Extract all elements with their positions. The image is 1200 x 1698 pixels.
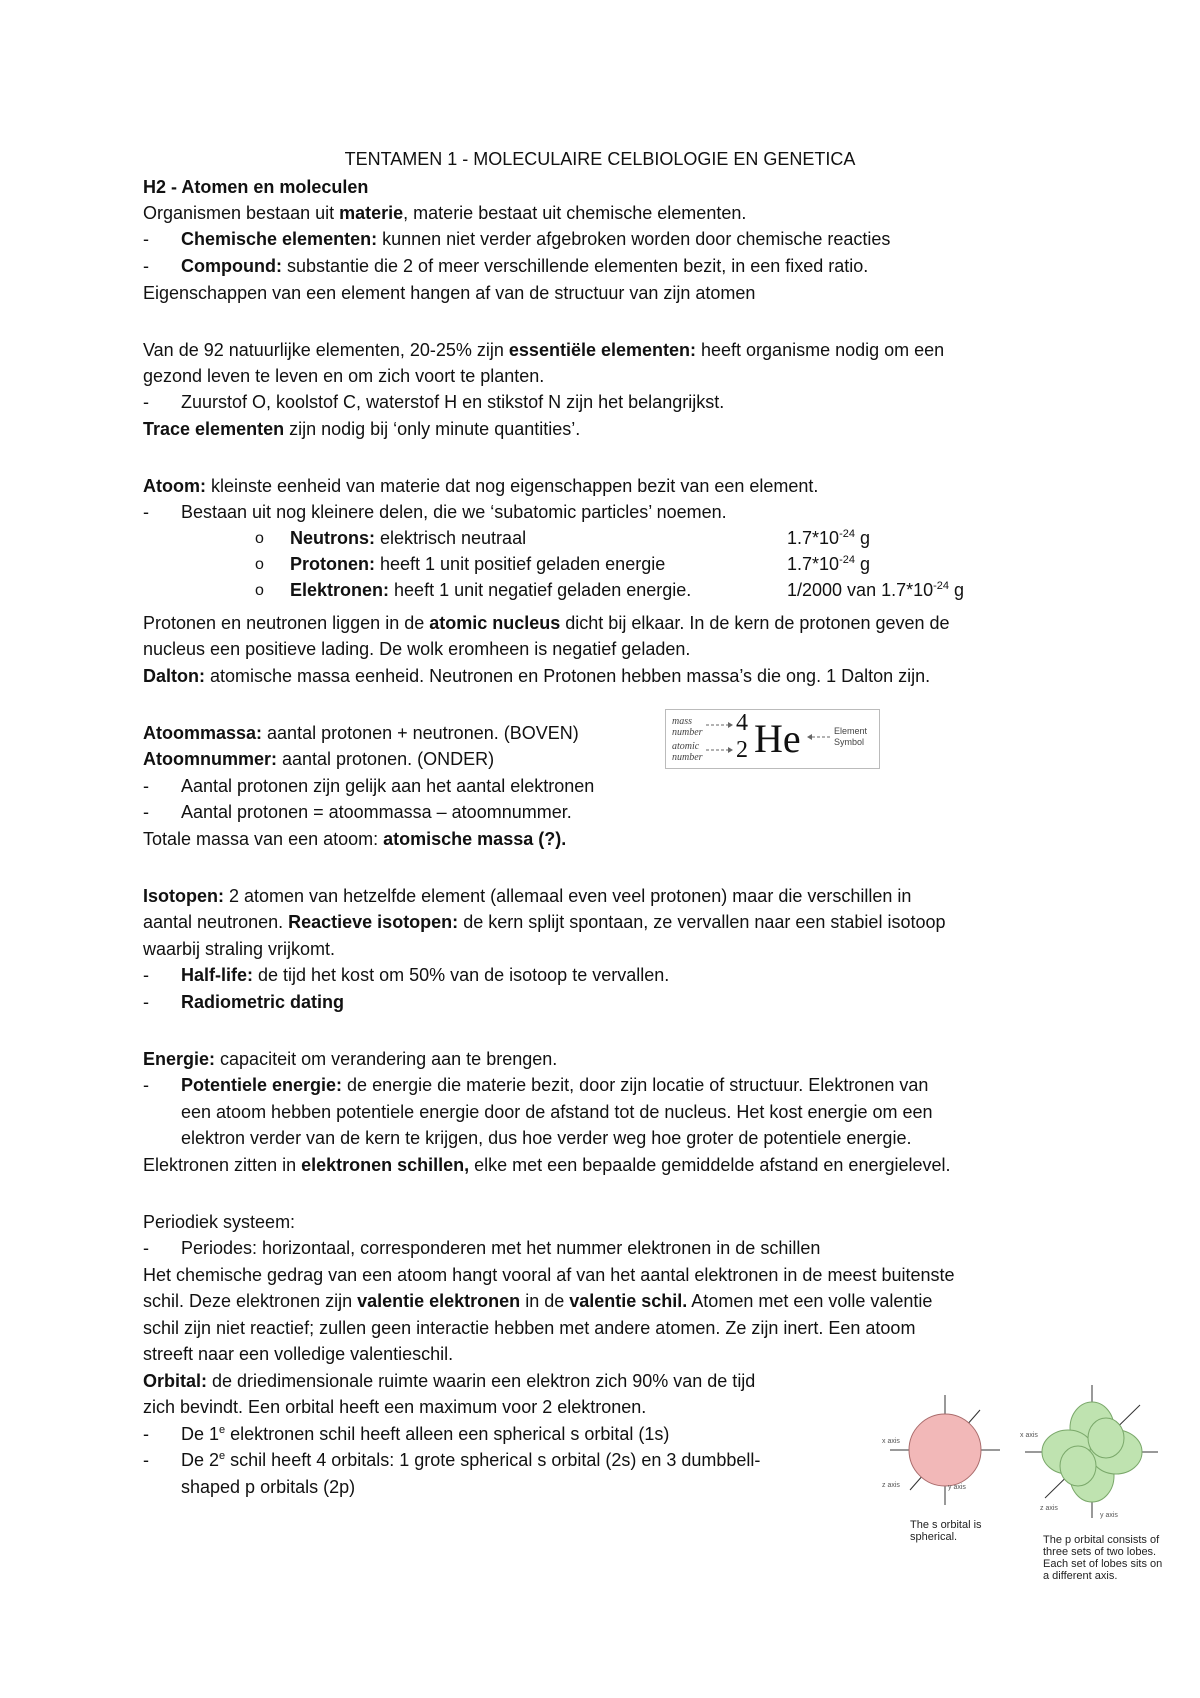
mass-number: 4 bbox=[736, 710, 748, 736]
item-potentiele-3: elektron verder van de kern te krijgen, dus hoe verder weg hoe groter de potentiele energie. bbox=[181, 1128, 912, 1148]
paragraph-valentie-1: Het chemische gedrag van een atoom hangt vooral af van het aantal elektronen in de meest buitenste bbox=[143, 1265, 955, 1285]
paragraph-eigenschappen: Eigenschappen van een element hangen af van de structuur van zijn atomen bbox=[143, 283, 756, 303]
z-axis-label: z axis bbox=[1040, 1505, 1058, 1512]
dash-bullet: - bbox=[143, 802, 149, 822]
paragraph-essentiele-2: gezond leven te leven en om zich voort te planten. bbox=[143, 366, 545, 386]
s-orbital-caption: The s orbital is spherical. bbox=[910, 1519, 982, 1543]
element-symbol: He bbox=[754, 716, 801, 761]
s-orbital-figure bbox=[880, 1385, 1010, 1515]
paragraph-atoom: Atoom: kleinste eenheid van materie dat nog eigenschappen bezit van een element. bbox=[143, 476, 819, 496]
circle-bullet: o bbox=[255, 530, 264, 547]
item-schil-2: De 2e schil heeft 4 orbitals: 1 grote spherical s orbital (2s) en 3 dumbbell- bbox=[181, 1450, 761, 1470]
paragraph-valentie-3: schil zijn niet reactief; zullen geen interactie hebben met andere atomen. Ze zijn inert. Een atoom bbox=[143, 1318, 916, 1338]
paragraph-periodiek: Periodiek systeem: bbox=[143, 1212, 296, 1232]
paragraph-atoommassa: Atoommassa: aantal protonen + neutronen. (BOVEN) bbox=[143, 723, 579, 743]
particle-neutrons-mass: $1.7*10^{-24}$ g bbox=[787, 528, 870, 548]
paragraph-orbital-1: Orbital: de driedimensionale ruimte waarin een elektron zich 90% van de tijd bbox=[143, 1371, 756, 1391]
dash-bullet: - bbox=[143, 392, 149, 412]
item-periodes: Periodes: horizontaal, corresponderen met het nummer elektronen in de schillen bbox=[181, 1238, 821, 1258]
item-compound: Compound: substantie die 2 of meer verschillende elementen bezit, in een fixed ratio. bbox=[181, 256, 869, 276]
paragraph-valentie-4: streeft naar een volledige valentieschil. bbox=[143, 1344, 454, 1364]
p-orbital-figure bbox=[1020, 1380, 1165, 1525]
item-zuurstof: Zuurstof O, koolstof C, waterstof H en stikstof N zijn het belangrijkst. bbox=[181, 392, 725, 412]
y-axis-label: y axis bbox=[948, 1484, 966, 1491]
dash-bullet: - bbox=[143, 1450, 149, 1470]
item-half-life: Half-life: de tijd het kost om 50% van de isotoop te vervallen. bbox=[181, 965, 670, 985]
item-schil-1: De 1e elektronen schil heeft alleen een spherical s orbital (1s) bbox=[181, 1424, 670, 1444]
circle-bullet: o bbox=[255, 582, 264, 599]
item-radiometric: Radiometric dating bbox=[181, 992, 345, 1012]
section-heading: H2 - Atomen en moleculen bbox=[143, 177, 369, 197]
particle-neutrons: Neutrons: elektrisch neutraal bbox=[290, 528, 527, 548]
item-bestaan: Bestaan uit nog kleinere delen, die we ‘subatomic particles’ noemen. bbox=[181, 502, 727, 522]
paragraph-isotopen-2: aantal neutronen. Reactieve isotopen: de kern splijt spontaan, ze vervallen naar een stabiel isotoop bbox=[143, 912, 946, 932]
dash-bullet: - bbox=[143, 1424, 149, 1444]
item-chemische-elementen: Chemische elementen: kunnen niet verder afgebroken worden door chemische reacties bbox=[181, 229, 891, 249]
paragraph-atoomnummer: Atoomnummer: aantal protonen. (ONDER) bbox=[143, 749, 495, 769]
paragraph-schillen: Elektronen zitten in elektronen schillen, elke met een bepaalde gemiddelde afstand en energielevel. bbox=[143, 1155, 951, 1175]
helium-notation-figure bbox=[665, 709, 880, 769]
particle-protonen-mass: $1.7*10^{-24}$ g bbox=[787, 554, 870, 574]
item-schil-2-cont: shaped p orbitals (2p) bbox=[181, 1477, 356, 1497]
z-axis-label: z axis bbox=[882, 1482, 900, 1489]
item-potentiele-2: een atoom hebben potentiele energie door de afstand tot de nucleus. Het kost energie om een bbox=[181, 1102, 933, 1122]
paragraph-energie: Energie: capaciteit om verandering aan te brengen. bbox=[143, 1049, 558, 1069]
paragraph-totale: Totale massa van een atoom: atomische massa (?). bbox=[143, 829, 567, 849]
arrows-icon bbox=[704, 716, 734, 762]
paragraph-isotopen-3: waarbij straling vrijkomt. bbox=[143, 939, 336, 959]
paragraph-trace: Trace elementen zijn nodig bij ‘only minute quantities’. bbox=[143, 419, 581, 439]
item-potentiele-1: Potentiele energie: de energie die materie bezit, door zijn locatie of structuur. Elektronen van bbox=[181, 1075, 929, 1095]
dash-bullet: - bbox=[143, 502, 149, 522]
paragraph-essentiele-1: Van de 92 natuurlijke elementen, 20-25% zijn essentiële elementen: heeft organisme nodig om een bbox=[143, 340, 945, 360]
particle-elektronen-mass: 1/2000 van $1.7*10^{-24}$ g bbox=[787, 580, 965, 600]
atomic-number: 2 bbox=[736, 737, 748, 763]
x-axis-label: x axis bbox=[882, 1438, 900, 1445]
atomic-number-label: atomic number bbox=[672, 741, 703, 763]
document-title: TENTAMEN 1 - MOLECULAIRE CELBIOLOGIE EN GENETICA bbox=[344, 149, 856, 169]
particle-elektronen: Elektronen: heeft 1 unit negatief geladen energie. bbox=[290, 580, 692, 600]
dash-bullet: - bbox=[143, 229, 149, 249]
circle-bullet: o bbox=[255, 556, 264, 573]
x-axis-label: x axis bbox=[1020, 1432, 1038, 1439]
dash-bullet: - bbox=[143, 776, 149, 796]
paragraph-organismen: Organismen bestaan uit materie, materie bestaat uit chemische elementen. bbox=[143, 203, 747, 223]
paragraph-orbital-2: zich bevindt. Een orbital heeft een maximum voor 2 elektronen. bbox=[143, 1397, 647, 1417]
dash-bullet: - bbox=[143, 1238, 149, 1258]
dash-bullet: - bbox=[143, 965, 149, 985]
element-symbol-label: Element Symbol bbox=[834, 726, 868, 747]
particle-protonen: Protonen: heeft 1 unit positief geladen energie bbox=[290, 554, 666, 574]
dash-bullet: - bbox=[143, 992, 149, 1012]
dash-bullet: - bbox=[143, 256, 149, 276]
item-aantal-1: Aantal protonen zijn gelijk aan het aantal elektronen bbox=[181, 776, 595, 796]
paragraph-isotopen-1: Isotopen: 2 atomen van hetzelfde element (allemaal even veel protonen) maar die verschillen in bbox=[143, 886, 912, 906]
mass-number-label: mass number bbox=[672, 716, 703, 738]
paragraph-nucleus-2: nucleus een positieve lading. De wolk eromheen is negatief geladen. bbox=[143, 639, 691, 659]
paragraph-valentie-2: schil. Deze elektronen zijn valentie elektronen in de valentie schil. Atomen met een volle valentie bbox=[143, 1291, 933, 1311]
dash-bullet: - bbox=[143, 1075, 149, 1095]
paragraph-nucleus-1: Protonen en neutronen liggen in de atomic nucleus dicht bij elkaar. In de kern de protonen geven de bbox=[143, 613, 950, 633]
arrow-left-icon bbox=[806, 730, 832, 744]
y-axis-label: y axis bbox=[1100, 1512, 1118, 1519]
s-orbital-sphere bbox=[909, 1414, 981, 1486]
p-orbital-caption: The p orbital consists of three sets of two lobes. Each set of lobes sits on a different axis. bbox=[1043, 1534, 1163, 1582]
item-aantal-2: Aantal protonen = atoommassa – atoomnummer. bbox=[181, 802, 572, 822]
paragraph-dalton: Dalton: atomische massa eenheid. Neutronen en Protonen hebben massa’s die ong. 1 Dalton zijn. bbox=[143, 666, 931, 686]
